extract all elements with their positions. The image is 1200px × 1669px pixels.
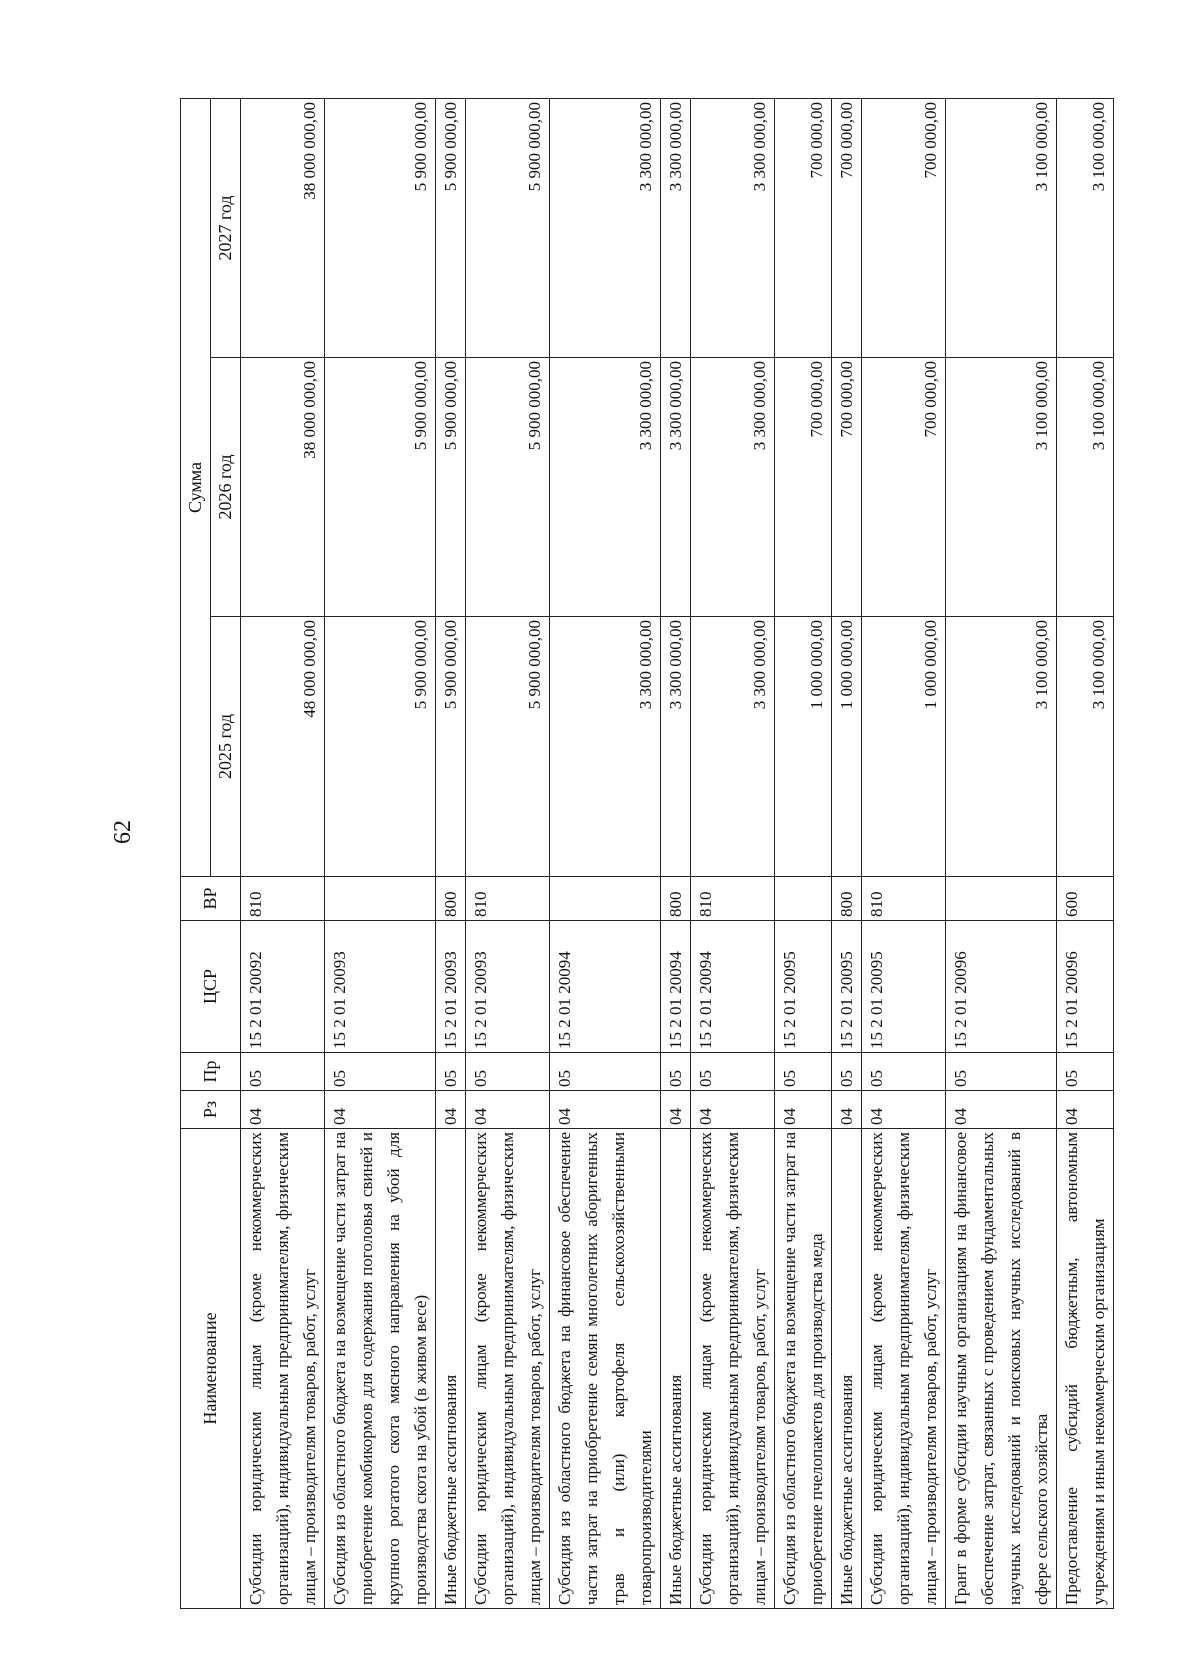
- cell-sum-2026: 5 900 000,00: [466, 358, 550, 617]
- cell-vr: 600: [1057, 877, 1114, 921]
- header-year-2025: 2025 год: [211, 617, 241, 877]
- cell-rz: 04: [691, 1091, 775, 1129]
- cell-pr: 05: [466, 1053, 550, 1091]
- header-year-2026: 2026 год: [211, 358, 241, 617]
- header-vr: ВР: [181, 877, 241, 921]
- cell-sum-2025: 3 300 000,00: [550, 617, 661, 877]
- header-year-2027: 2027 год: [211, 98, 241, 357]
- budget-table: [180, 98, 1114, 1609]
- cell-sum-2025: 5 900 000,00: [325, 617, 436, 877]
- cell-csr: 15 2 01 20095: [775, 921, 832, 1053]
- cell-sum-2026: 700 000,00: [832, 358, 862, 617]
- cell-sum-2026: 700 000,00: [862, 358, 946, 617]
- cell-sum-2026: 5 900 000,00: [325, 358, 436, 617]
- cell-sum-2025: 5 900 000,00: [466, 617, 550, 877]
- table-row: [325, 98, 436, 1608]
- cell-pr: 05: [862, 1053, 946, 1091]
- cell-name: Субсидия из областного бюджета на финансовое обеспечение части затрат на приобретение семян многолетних аборигенных трав и (или) картофеля сельскохозяйственными товаропроизводителями: [550, 1129, 661, 1609]
- cell-pr: 05: [946, 1053, 1057, 1091]
- cell-csr: 15 2 01 20096: [946, 921, 1057, 1053]
- cell-sum-2025: 1 000 000,00: [832, 617, 862, 877]
- cell-sum-2027: 3 300 000,00: [691, 98, 775, 357]
- table-row: [946, 98, 1057, 1608]
- cell-name: Субсидия из областного бюджета на возмещение части затрат на приобретение пчелопакетов для производства меда: [775, 1129, 832, 1609]
- cell-rz: 04: [325, 1091, 436, 1129]
- table-body: [241, 98, 1114, 1608]
- cell-sum-2025: 48 000 000,00: [241, 617, 325, 877]
- header-name: Наименование: [181, 1129, 241, 1609]
- cell-sum-2027: 3 100 000,00: [946, 98, 1057, 357]
- table-row: [466, 98, 550, 1608]
- cell-vr: 800: [436, 877, 466, 921]
- cell-csr: 15 2 01 20094: [550, 921, 661, 1053]
- cell-csr: 15 2 01 20095: [862, 921, 946, 1053]
- cell-name: Субсидии юридическим лицам (кроме некоммерческих организаций), индивидуальным предпринимателям, физическим лицам – производителям товаров, работ, услуг: [241, 1129, 325, 1609]
- cell-sum-2027: 38 000 000,00: [241, 98, 325, 357]
- cell-pr: 05: [832, 1053, 862, 1091]
- table-row: [241, 98, 325, 1608]
- cell-sum-2025: 3 100 000,00: [946, 617, 1057, 877]
- cell-sum-2026: 5 900 000,00: [436, 358, 466, 617]
- cell-sum-2027: 700 000,00: [832, 98, 862, 357]
- cell-sum-2025: 3 300 000,00: [661, 617, 691, 877]
- cell-rz: 04: [550, 1091, 661, 1129]
- cell-sum-2025: 5 900 000,00: [436, 617, 466, 877]
- table-row: [775, 98, 832, 1608]
- budget-table-rotated: [180, 99, 1110, 1609]
- page-number: 62: [110, 820, 136, 844]
- cell-pr: 05: [550, 1053, 661, 1091]
- table-row: [1057, 98, 1114, 1608]
- cell-pr: 05: [241, 1053, 325, 1091]
- cell-rz: 04: [832, 1091, 862, 1129]
- cell-sum-2027: 5 900 000,00: [466, 98, 550, 357]
- cell-sum-2025: 3 100 000,00: [1057, 617, 1114, 877]
- header-row-1: [181, 98, 211, 1608]
- cell-pr: 05: [691, 1053, 775, 1091]
- header-csr: ЦСР: [181, 921, 241, 1053]
- cell-csr: 15 2 01 20093: [325, 921, 436, 1053]
- cell-sum-2026: 700 000,00: [775, 358, 832, 617]
- cell-csr: 15 2 01 20093: [436, 921, 466, 1053]
- cell-csr: 15 2 01 20095: [832, 921, 862, 1053]
- cell-sum-2027: 3 100 000,00: [1057, 98, 1114, 357]
- cell-sum-2027: 5 900 000,00: [436, 98, 466, 357]
- cell-rz: 04: [466, 1091, 550, 1129]
- cell-pr: 05: [1057, 1053, 1114, 1091]
- cell-sum-2026: 3 300 000,00: [661, 358, 691, 617]
- cell-vr: [775, 877, 832, 921]
- cell-sum-2026: 3 100 000,00: [946, 358, 1057, 617]
- cell-vr: 810: [691, 877, 775, 921]
- cell-vr: 810: [466, 877, 550, 921]
- cell-pr: 05: [775, 1053, 832, 1091]
- cell-sum-2027: 700 000,00: [862, 98, 946, 357]
- cell-vr: 810: [862, 877, 946, 921]
- table-row: [691, 98, 775, 1608]
- cell-rz: 04: [1057, 1091, 1114, 1129]
- cell-name: Иные бюджетные ассигнования: [661, 1129, 691, 1609]
- cell-csr: 15 2 01 20092: [241, 921, 325, 1053]
- cell-sum-2025: 3 300 000,00: [691, 617, 775, 877]
- cell-vr: 800: [832, 877, 862, 921]
- cell-vr: 800: [661, 877, 691, 921]
- cell-rz: 04: [862, 1091, 946, 1129]
- cell-name: Иные бюджетные ассигнования: [436, 1129, 466, 1609]
- cell-name: Субсидии юридическим лицам (кроме некоммерческих организаций), индивидуальным предпринимателям, физическим лицам – производителям товаров, работ, услуг: [466, 1129, 550, 1609]
- cell-sum-2027: 3 300 000,00: [661, 98, 691, 357]
- cell-pr: 05: [325, 1053, 436, 1091]
- cell-rz: 04: [241, 1091, 325, 1129]
- cell-sum-2026: 3 100 000,00: [1057, 358, 1114, 617]
- cell-sum-2027: 3 300 000,00: [550, 98, 661, 357]
- cell-sum-2027: 5 900 000,00: [325, 98, 436, 357]
- cell-sum-2025: 1 000 000,00: [775, 617, 832, 877]
- cell-name: Субсидии юридическим лицам (кроме некоммерческих организаций), индивидуальным предпринимателям, физическим лицам – производителям товаров, работ, услуг: [691, 1129, 775, 1609]
- cell-rz: 04: [775, 1091, 832, 1129]
- cell-sum-2026: 3 300 000,00: [691, 358, 775, 617]
- cell-csr: 15 2 01 20096: [1057, 921, 1114, 1053]
- cell-csr: 15 2 01 20094: [661, 921, 691, 1053]
- cell-name: Предоставление субсидий бюджетным, автономным учреждениям и иным некоммерческим организациям: [1057, 1129, 1114, 1609]
- table-row: [661, 98, 691, 1608]
- header-sum: Сумма: [181, 98, 211, 876]
- table-row: [862, 98, 946, 1608]
- table-row: [832, 98, 862, 1608]
- table-row: [436, 98, 466, 1608]
- cell-vr: [550, 877, 661, 921]
- cell-sum-2027: 700 000,00: [775, 98, 832, 357]
- cell-vr: [946, 877, 1057, 921]
- cell-sum-2026: 38 000 000,00: [241, 358, 325, 617]
- cell-csr: 15 2 01 20094: [691, 921, 775, 1053]
- cell-name: Субсидия из областного бюджета на возмещение части затрат на приобретение комбикормов для содержания поголовья свиней и крупного рогатого скота мясного направления на убой для производства скота на убой (в живом весе): [325, 1129, 436, 1609]
- cell-vr: 810: [241, 877, 325, 921]
- header-pr: Пр: [181, 1053, 241, 1091]
- cell-rz: 04: [946, 1091, 1057, 1129]
- cell-vr: [325, 877, 436, 921]
- cell-csr: 15 2 01 20093: [466, 921, 550, 1053]
- cell-name: Грант в форме субсидии научным организациям на финансовое обеспечение затрат, связанных с проведением фундаментальных научных исследований и поисковых научных исследований в сфере сельского хозяйства: [946, 1129, 1057, 1609]
- cell-pr: 05: [661, 1053, 691, 1091]
- cell-name: Иные бюджетные ассигнования: [832, 1129, 862, 1609]
- header-rz: Рз: [181, 1091, 241, 1129]
- cell-name: Субсидии юридическим лицам (кроме некоммерческих организаций), индивидуальным предпринимателям, физическим лицам – производителям товаров, работ, услуг: [862, 1129, 946, 1609]
- cell-sum-2026: 3 300 000,00: [550, 358, 661, 617]
- cell-pr: 05: [436, 1053, 466, 1091]
- table-row: [550, 98, 661, 1608]
- cell-sum-2025: 1 000 000,00: [862, 617, 946, 877]
- cell-rz: 04: [436, 1091, 466, 1129]
- cell-rz: 04: [661, 1091, 691, 1129]
